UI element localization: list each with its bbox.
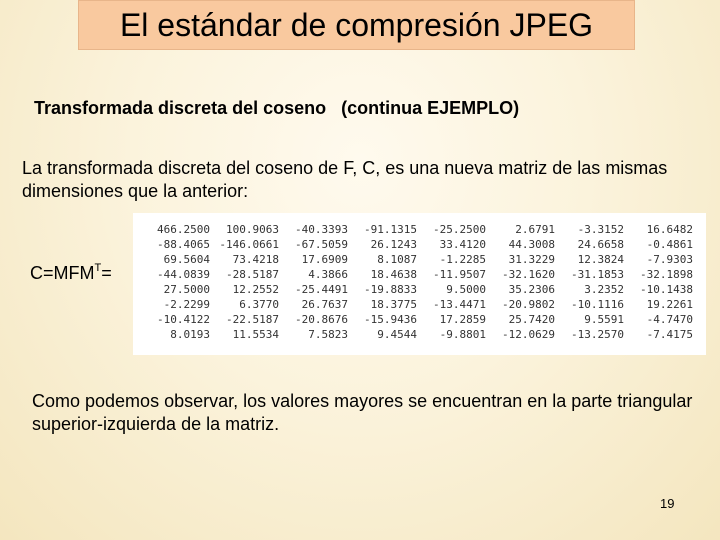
matrix-cell: 35.2306 xyxy=(508,283,555,296)
matrix-cell: 2.6791 xyxy=(515,223,555,236)
matrix-cell: 17.2859 xyxy=(439,313,486,326)
matrix-cell: -146.0661 xyxy=(219,238,279,251)
formula-label xyxy=(30,262,112,284)
matrix-cell: -40.3393 xyxy=(295,223,348,236)
matrix-row xyxy=(141,297,693,312)
matrix-cell: 12.2552 xyxy=(232,283,279,296)
matrix-cell: -3.3152 xyxy=(577,223,624,236)
matrix-cell: -7.9303 xyxy=(646,253,693,266)
matrix-cell: 17.6909 xyxy=(301,253,348,266)
matrix-cell: -28.5187 xyxy=(226,268,279,281)
matrix-cell: 466.2500 xyxy=(157,223,210,236)
matrix-cell: -32.1620 xyxy=(502,268,555,281)
matrix-cell: -91.1315 xyxy=(364,223,417,236)
dct-matrix-panel xyxy=(133,213,706,355)
matrix-cell: 26.7637 xyxy=(301,298,348,311)
matrix-cell: 19.2261 xyxy=(646,298,693,311)
slide-subtitle: Transformada discreta del coseno (continua EJEMPLO) xyxy=(34,98,520,118)
matrix-cell: -10.4122 xyxy=(157,313,210,326)
matrix-cell: -15.9436 xyxy=(364,313,417,326)
matrix-row xyxy=(141,222,693,237)
matrix-cell: -67.5059 xyxy=(295,238,348,251)
matrix-cell: 6.3770 xyxy=(239,298,279,311)
matrix-cell: -9.8801 xyxy=(439,328,486,341)
matrix-cell: 25.7420 xyxy=(508,313,555,326)
matrix-cell: -19.8833 xyxy=(364,283,417,296)
conclusion-paragraph: Como podemos observar, los valores mayores se encuentran en la parte triangular superior-izquierda de la matriz. xyxy=(32,391,693,434)
matrix-cell: -10.1438 xyxy=(640,283,693,296)
matrix-row xyxy=(141,237,693,252)
matrix-cell: 44.3008 xyxy=(508,238,555,251)
formula-suffix: = xyxy=(101,263,112,283)
matrix-cell: 8.0193 xyxy=(170,328,210,341)
matrix-cell: -25.2500 xyxy=(433,223,486,236)
matrix-row xyxy=(141,312,693,327)
matrix-cell: -4.7470 xyxy=(646,313,693,326)
dct-matrix xyxy=(141,222,693,342)
matrix-cell: 4.3866 xyxy=(308,268,348,281)
matrix-cell: -32.1898 xyxy=(640,268,693,281)
matrix-cell: 33.4120 xyxy=(439,238,486,251)
matrix-row xyxy=(141,282,693,297)
matrix-cell: -22.5187 xyxy=(226,313,279,326)
matrix-cell: 24.6658 xyxy=(577,238,624,251)
matrix-cell: -12.0629 xyxy=(502,328,555,341)
matrix-cell: -13.4471 xyxy=(433,298,486,311)
matrix-cell: 9.5591 xyxy=(584,313,624,326)
matrix-cell: 12.3824 xyxy=(577,253,624,266)
matrix-cell: 9.5000 xyxy=(446,283,486,296)
matrix-cell: -7.4175 xyxy=(646,328,693,341)
matrix-cell: 31.3229 xyxy=(508,253,555,266)
matrix-cell: -31.1853 xyxy=(571,268,624,281)
matrix-cell: -25.4491 xyxy=(295,283,348,296)
intro-paragraph: La transformada discreta del coseno de F, C, es una nueva matriz de las mismas dimensiones que la anterior: xyxy=(22,158,668,201)
matrix-cell: -44.0839 xyxy=(157,268,210,281)
matrix-cell: 8.1087 xyxy=(377,253,417,266)
slide-title: El estándar de compresión JPEG xyxy=(119,6,594,43)
matrix-cell: -0.4861 xyxy=(646,238,693,251)
matrix-cell: 7.5823 xyxy=(308,328,348,341)
matrix-cell: -2.2299 xyxy=(163,298,210,311)
formula-prefix: C=MFM xyxy=(30,263,95,283)
matrix-cell: -13.2570 xyxy=(571,328,624,341)
matrix-cell: 27.5000 xyxy=(163,283,210,296)
matrix-cell: -20.9802 xyxy=(502,298,555,311)
formula-superscript: T xyxy=(94,262,102,274)
matrix-cell: -11.9507 xyxy=(433,268,486,281)
matrix-row xyxy=(141,252,693,267)
matrix-row xyxy=(141,327,693,342)
matrix-cell: 69.5604 xyxy=(163,253,210,266)
matrix-cell: -20.8676 xyxy=(295,313,348,326)
matrix-cell: 73.4218 xyxy=(232,253,279,266)
page-number: 19 xyxy=(660,496,675,511)
matrix-cell: 9.4544 xyxy=(377,328,417,341)
matrix-row xyxy=(141,267,693,282)
matrix-cell: -88.4065 xyxy=(157,238,210,251)
matrix-cell: 18.3775 xyxy=(370,298,417,311)
matrix-cell: 26.1243 xyxy=(370,238,417,251)
matrix-cell: -10.1116 xyxy=(571,298,624,311)
matrix-cell: 3.2352 xyxy=(584,283,624,296)
matrix-cell: 16.6482 xyxy=(646,223,693,236)
matrix-cell: -1.2285 xyxy=(439,253,486,266)
matrix-cell: 18.4638 xyxy=(370,268,417,281)
title-banner xyxy=(78,0,635,50)
matrix-cell: 11.5534 xyxy=(232,328,279,341)
matrix-cell: 100.9063 xyxy=(226,223,279,236)
